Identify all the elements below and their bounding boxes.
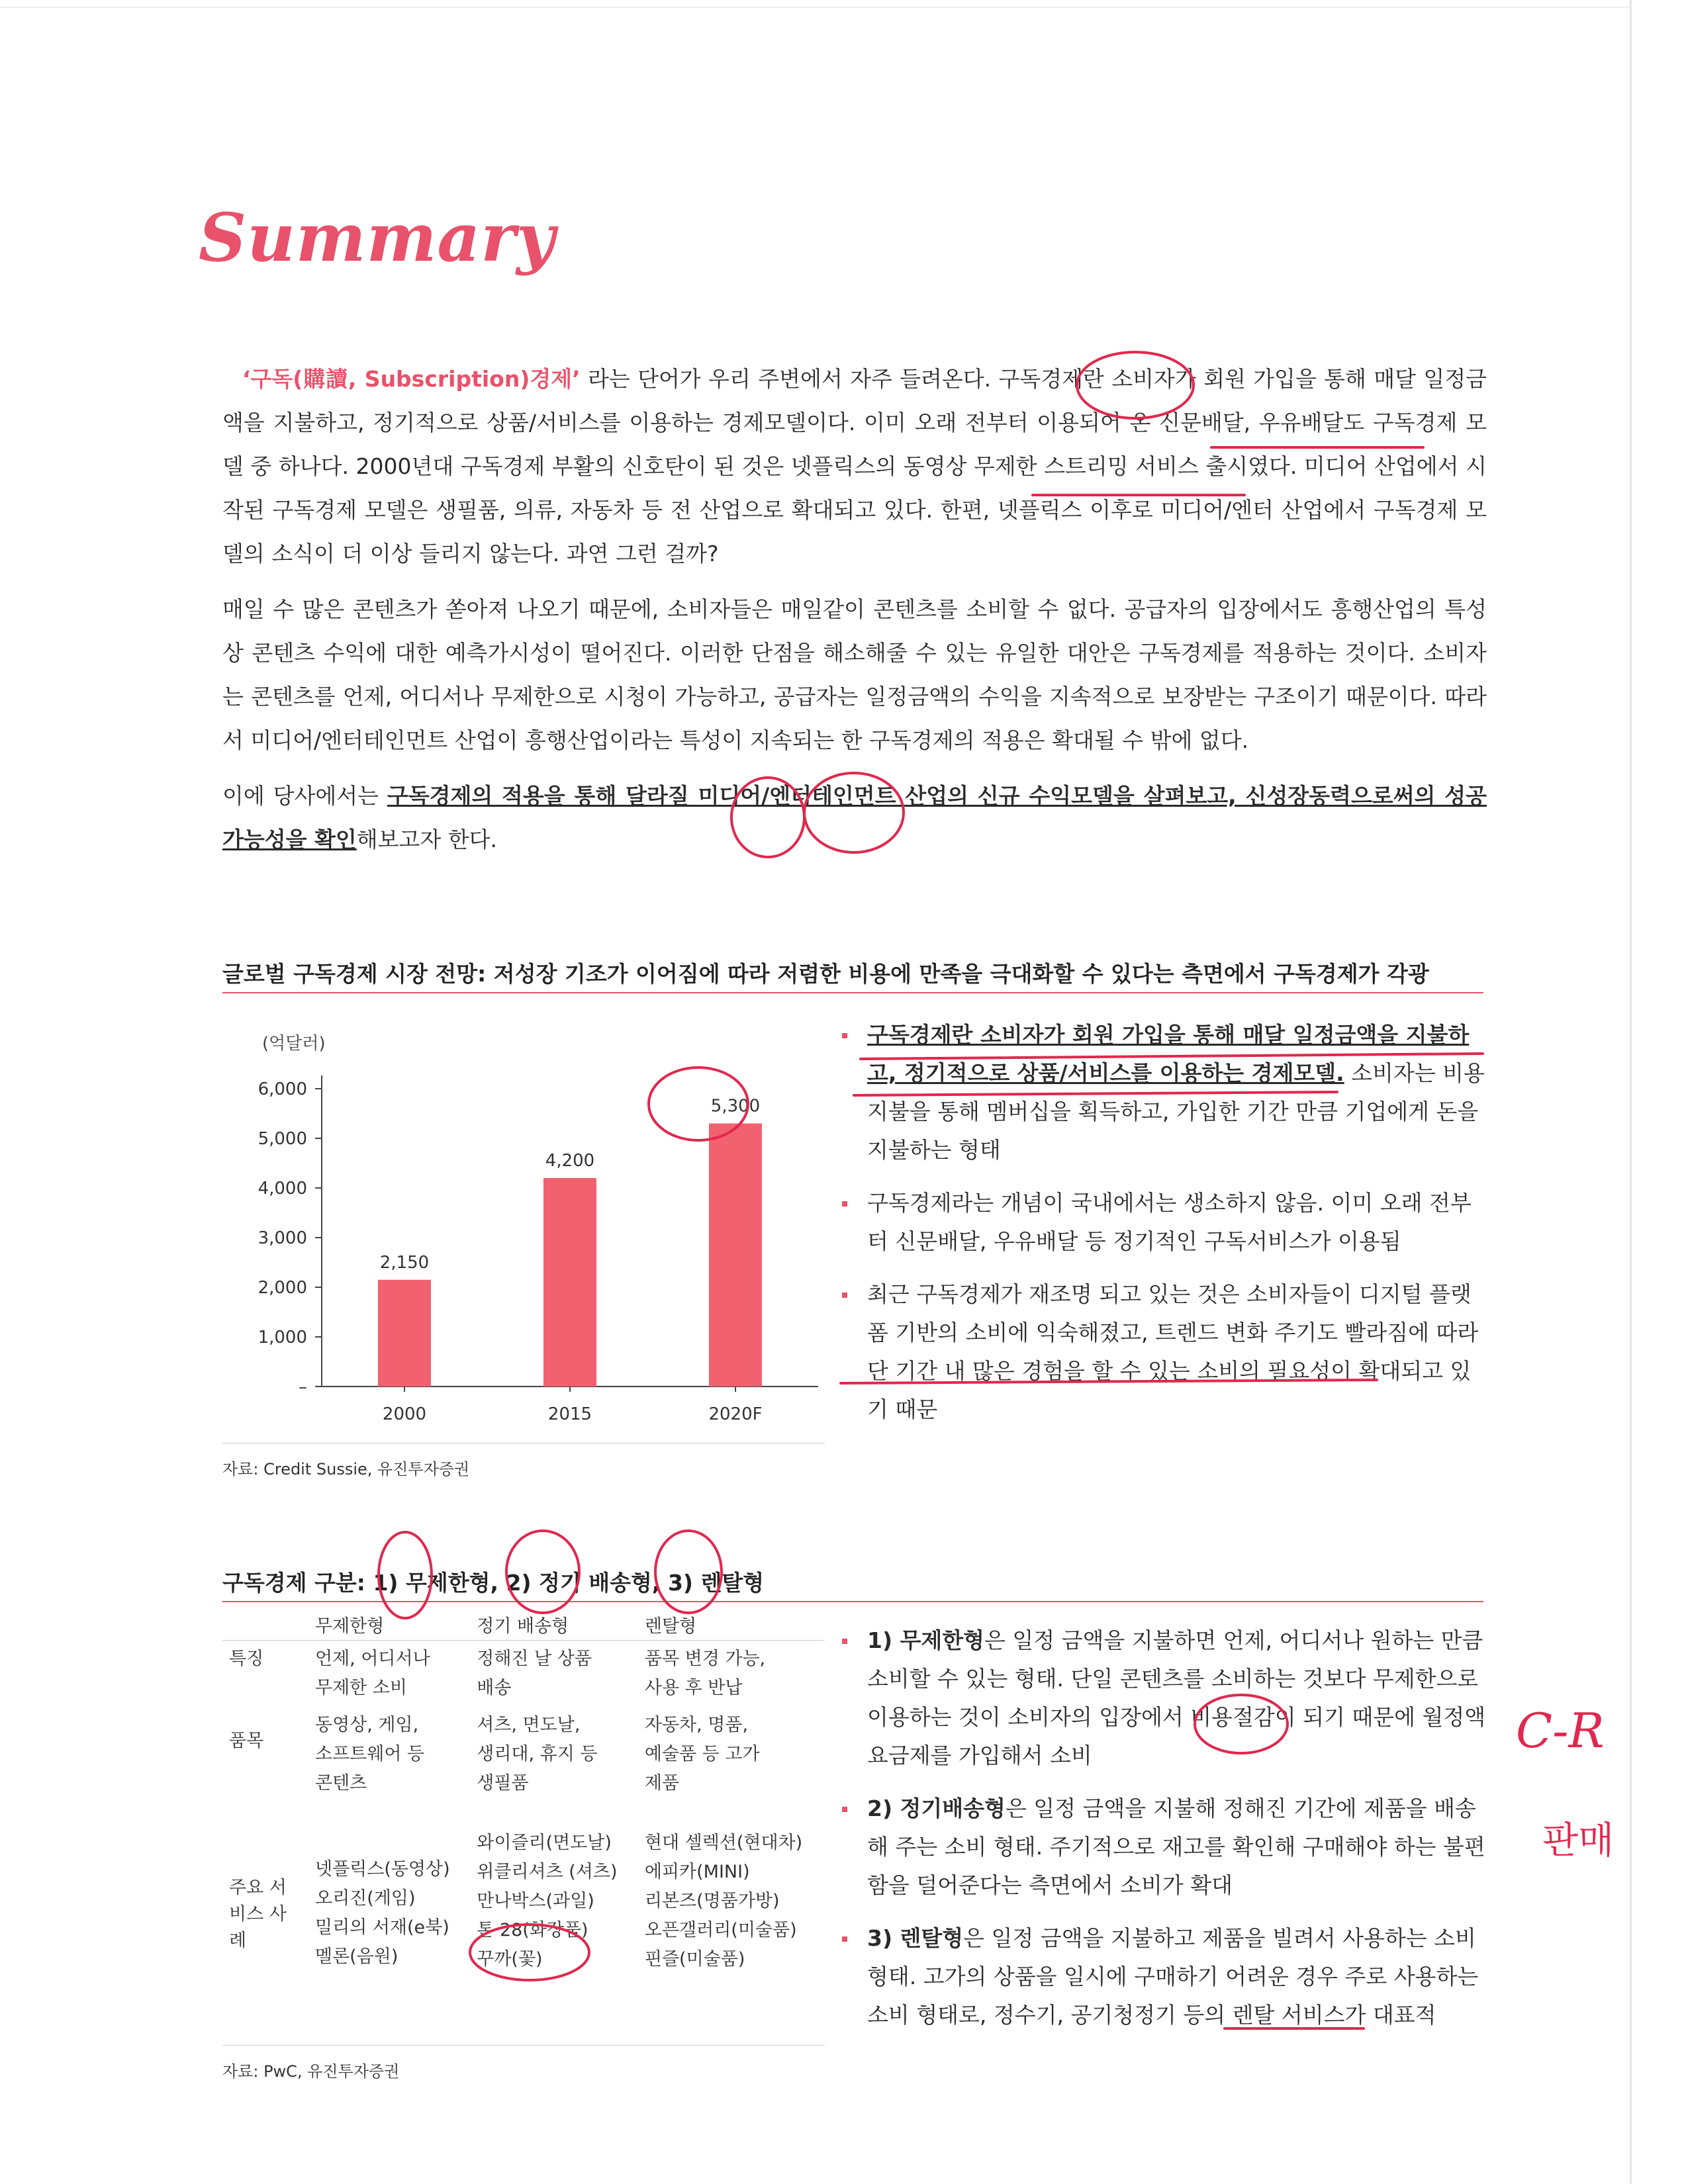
- y-tick-label: 2,000: [258, 1278, 307, 1298]
- table-header: [222, 1608, 308, 1641]
- bar: [543, 1178, 596, 1387]
- intro-lead: ‘구독(購讀, Subscription)경제’: [242, 366, 581, 392]
- bullet-text: 최근 구독경제가 재조명 되고 있는 것은 소비자들이 디지털 플랫폼 기반의 소비에 익숙해졌고, 트렌드 변화 주기도 빨라짐에 따라 단 기간 내 많은 경험을 할 수 있는 소비의 필요성이 확대되고 있기 때문: [867, 1281, 1479, 1422]
- table-cell: 현대 셀렉션(현대차) 에피카(MINI) 리본즈(명품가방) 오픈갤러리(미술품) 핀즐(미술품): [644, 1833, 803, 1970]
- chart-source: 자료: Credit Sussie, 유진투자증권: [222, 1460, 470, 1479]
- intro-text-3-pre: 이에 당사에서는: [222, 783, 387, 809]
- intro-paragraph-1: [222, 357, 1487, 576]
- y-tick-label: 6,000: [258, 1079, 307, 1099]
- bullet-text: 은 일정 금액을 지불하고 제품을 빌려서 사용하는 소비 형태. 고가의 상품을 일시에 구매하기 어려운 경우 주로 사용하는 소비 형태로, 정수기, 공기청정기 등의 렌탈 서비스가 대표적: [867, 1925, 1479, 2028]
- section1-title: 글로벌 구독경제 시장 전망: 저성장 기조가 이어짐에 따라 저렴한 비용에 만족을 극대화할 수 있다는 측면에서 구독경제가 각광: [222, 957, 1483, 993]
- y-tick-label: 5,000: [258, 1129, 307, 1149]
- bullet-item: [834, 1790, 1486, 1905]
- scan-right-edge: [1630, 0, 1632, 2184]
- table-row: [222, 1802, 825, 1978]
- y-tick-label: 1,000: [258, 1328, 307, 1347]
- bullet-text: 은 일정 금액을 지불해 정해진 기간에 제품을 배송해 주는 소비 형태. 주기적으로 재고를 확인해 구매해야 하는 불편함을 덜어준다는 측면에서 소비가 확대: [867, 1796, 1485, 1898]
- intro-text-1: 라는 단어가 우리 주변에서 자주 들려온다. 구독경제란 소비자가 회원 가입을 통해 매달 일정금액을 지불하고, 정기적으로 상품/서비스를 이용하는 경제모델이다. 이미 오래 전부터 이용되어 온 신문배달, 우유배달도 구독경제 모델 중 하나다. 2000년대 구독경제 부활의 신호탄이 된 것은 넷플릭스의 동영상 무제한 스트리밍 서비스 출시였다. 미디어 산업에서 시작된 구독경제 모델은 생필품, 의류, 자동차 등 전 산업으로 확대되고 있다. 한편, 넷플릭스 이후로 미디어/엔터 산업에서 구독경제 모델의 소식이 더 이상 들리지 않는다. 과연 그런 걸까?: [222, 366, 1487, 567]
- market-chart: [222, 1023, 825, 1433]
- table-cell: 언제, 어디서나 무제한 소비: [315, 1649, 430, 1698]
- table-header: 정기 배송형: [470, 1608, 638, 1641]
- handwritten-note: C-R: [1516, 1703, 1605, 1758]
- chart-svg: [222, 1023, 825, 1433]
- bullet-item: [834, 1184, 1486, 1261]
- bullet-bold: 2) 정기배송형: [867, 1796, 1006, 1821]
- bullet-text: 구독경제라는 개념이 국내에서는 생소하지 않음. 이미 오래 전부터 신문배달, 우유배달 등 정기적인 구독서비스가 이용됨: [867, 1190, 1472, 1254]
- section1-bullets: [834, 1016, 1486, 1443]
- x-tick-label: 2015: [547, 1404, 592, 1424]
- bullet-item: [834, 1016, 1486, 1169]
- table-header-row: [222, 1608, 825, 1641]
- bullet-item: [834, 1919, 1486, 2034]
- table-cell: 정해진 날 상품 배송: [477, 1649, 592, 1698]
- page-title: Summary: [199, 199, 556, 277]
- intro-text-3-post: 해보고자 한다.: [356, 827, 498, 852]
- handwritten-note: 판매: [1542, 1819, 1615, 1862]
- table-source: 자료: PwC, 유진투자증권: [222, 2062, 400, 2081]
- bullet-bold: 3) 렌탈형: [867, 1925, 964, 1951]
- x-tick-label: 2020F: [708, 1404, 763, 1424]
- bullet-text: 은 일정 금액을 지불하면 언제, 어디서나 원하는 만큼 소비할 수 있는 형태. 단일 콘텐츠를 소비하는 것보다 무제한으로 이용하는 것이 소비자의 입장에서 비용절감이 되기 때문에 월정액 요금제를 가입해서 소비: [867, 1627, 1486, 1768]
- table-cell: 셔츠, 면도날, 생리대, 휴지 등 생필품: [477, 1715, 598, 1794]
- table-cell: 품목 변경 가능, 사용 후 반납: [644, 1649, 766, 1698]
- table-cell: 자동차, 명품, 예술품 등 고가 제품: [644, 1715, 760, 1794]
- y-tick-label: 4,000: [258, 1179, 307, 1199]
- classification-table: [222, 1608, 825, 1978]
- row-label: 주요 서비스 사례: [229, 1878, 287, 1951]
- bar: [378, 1280, 431, 1387]
- table-header: 렌탈형: [638, 1608, 825, 1641]
- table-divider: [222, 2045, 825, 2046]
- bullet-marker: [842, 1639, 847, 1644]
- y-tick-label: –: [299, 1377, 307, 1397]
- x-tick-label: 2000: [382, 1404, 427, 1424]
- bullet-marker: [842, 1936, 847, 1942]
- bullet-bold: 구독경제란 소비자가 회원 가입을 통해 매달 일정금액을 지불하고, 정기적으로 상품/서비스를 이용하는 경제모델.: [867, 1022, 1470, 1086]
- y-tick-label: 3,000: [258, 1228, 307, 1248]
- table-cell: 동영상, 게임, 소프트웨어 등 콘텐츠: [315, 1715, 425, 1794]
- bullet-marker: [842, 1033, 847, 1038]
- table-row: [222, 1707, 825, 1802]
- bullet-item: [834, 1275, 1486, 1429]
- bullet-marker: [842, 1293, 847, 1298]
- intro-text-2: 매일 수 많은 콘텐츠가 쏟아져 나오기 때문에, 소비자들은 매일같이 콘텐츠를 소비할 수 없다. 공급자의 입장에서도 흥행산업의 특성상 콘텐츠 수익에 대한 예측가시성이 떨어진다. 이러한 단점을 해소해줄 수 있는 유일한 대안은 구독경제를 적용하는 것이다. 소비자는 콘텐츠를 언제, 어디서나 무제한으로 시청이 가능하고, 공급자는 일정금액의 수익을 지속적으로 보장받는 구조이기 때문이다. 따라서 미디어/엔터테인먼트 산업이 흥행산업이라는 특성이 지속되는 한 구독경제의 적용은 확대될 수 밖에 없다.: [222, 596, 1487, 753]
- table-cell: 넷플릭스(동영상) 오리진(게임) 밀리의 서재(e북) 멜론(음원): [315, 1859, 450, 1967]
- bullet-bold: 1) 무제한형: [867, 1627, 985, 1653]
- bullet-marker: [842, 1807, 847, 1812]
- table-row: [222, 1641, 825, 1707]
- intro-paragraph-3: [222, 774, 1487, 862]
- bullet-item: [834, 1621, 1486, 1775]
- data-label: 2,150: [379, 1252, 430, 1273]
- bullet-text: 소비자는 비용 지불을 통해 멤버십을 획득하고, 가입한 기간 만큼 기업에게 돈을 지불하는 형태: [867, 1060, 1485, 1163]
- section2-bullets: [834, 1621, 1486, 2049]
- table-cell: 와이즐리(면도날) 위클리셔츠 (셔츠) 만나박스(과일) 톤 28(화장품) 꾸까(꽃): [477, 1833, 618, 1970]
- intro-text-3-bold: 구독경제의 적용을 통해 달라질 미디어/엔터테인먼트 산업의 신규 수익모델을 살펴보고, 신성장동력으로써의 성공가능성을 확인: [222, 783, 1487, 852]
- scan-top-edge: [0, 7, 1630, 8]
- row-label: 품목: [229, 1731, 264, 1751]
- chart-unit-label: (억달러): [262, 1034, 326, 1054]
- table-header: 무제한형: [308, 1608, 470, 1641]
- section2-title: 구독경제 구분: 1) 무제한형, 2) 정기 배송형, 3) 렌탈형: [222, 1566, 1483, 1602]
- intro-paragraph-2: [222, 588, 1487, 762]
- row-label: 특징: [229, 1649, 264, 1669]
- bar: [709, 1124, 762, 1387]
- data-label: 4,200: [545, 1151, 595, 1171]
- data-label: 5,300: [710, 1096, 761, 1116]
- bullet-marker: [842, 1201, 847, 1206]
